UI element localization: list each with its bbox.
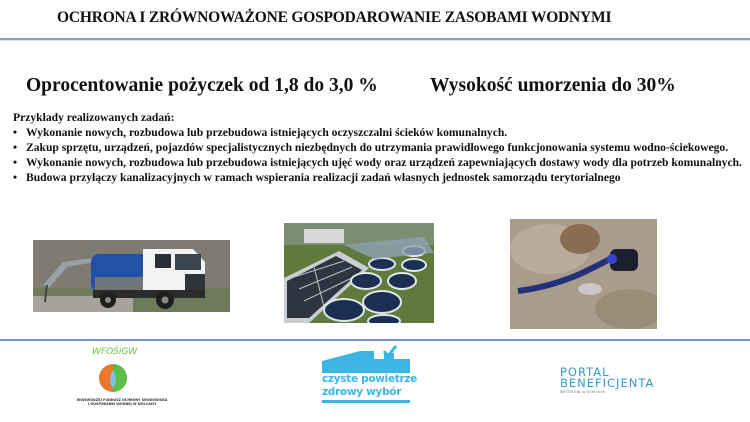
wfos-caption: WOJEWÓDZKI FUNDUSZ OCHRONY ŚRODOWISKA I GOSPODARKI WODNEJ W KIELCACH xyxy=(76,398,168,407)
top-divider-shadow xyxy=(0,40,750,41)
examples-section xyxy=(13,110,743,185)
list-item: • Wykonanie nowych, rozbudowa lub przebudowa istniejących ujęć wody oraz urządzeń zapewniających dostawy wody dla potrzeb komunalnych. xyxy=(13,156,742,169)
bullet-icon: • xyxy=(13,141,18,154)
list-item: • Wykonanie nowych, rozbudowa lub przebudowa istniejących oczyszczalni ścieków komunalnych. xyxy=(13,126,508,139)
interest-rate-text: Oprocentowanie pożyczek od 1,8 do 3,0 % xyxy=(26,75,378,96)
czyste-powietrze-logo: czyste powietrze zdrowy wybór xyxy=(322,373,418,398)
sewer-connection-pipe-photo xyxy=(510,219,657,329)
wastewater-treatment-plant-photo xyxy=(284,223,434,323)
bottom-divider xyxy=(0,339,750,341)
examples-list xyxy=(13,125,743,185)
czyste-powietrze-house-icon xyxy=(322,345,412,373)
sewer-cleaning-truck-photo xyxy=(33,240,230,312)
wfos-logo-icon xyxy=(98,363,128,393)
bullet-icon: • xyxy=(13,171,18,184)
list-item: • Zakup sprzętu, urządzeń, pojazdów specjalistycznych niezbędnych do utrzymania prawidłowego funkcjonowania systemu wodno-ściekowego. xyxy=(13,141,729,154)
list-item: • Budowa przyłączy kanalizacyjnych w ramach wspierania realizacji zadań własnych jednostek samorządu terytorialnego xyxy=(13,171,621,184)
page-title: OCHRONA I ZRÓWNOWAŻONE GOSPODAROWANIE ZASOBAMI WODNYMI xyxy=(57,9,612,26)
wfos-logo-text: WFOŚiGW xyxy=(92,347,138,357)
czyste-powietrze-bar xyxy=(322,400,410,403)
redemption-text: Wysokość umorzenia do 30% xyxy=(430,75,676,96)
bullet-icon: • xyxy=(13,126,18,139)
portal-beneficjenta-logo: PORTAL BENEFICJENTA WFOŚiGW w Kielcach xyxy=(560,365,655,394)
bullet-icon: • xyxy=(13,156,18,169)
examples-heading: Przykłady realizowanych zadań: xyxy=(13,111,175,124)
